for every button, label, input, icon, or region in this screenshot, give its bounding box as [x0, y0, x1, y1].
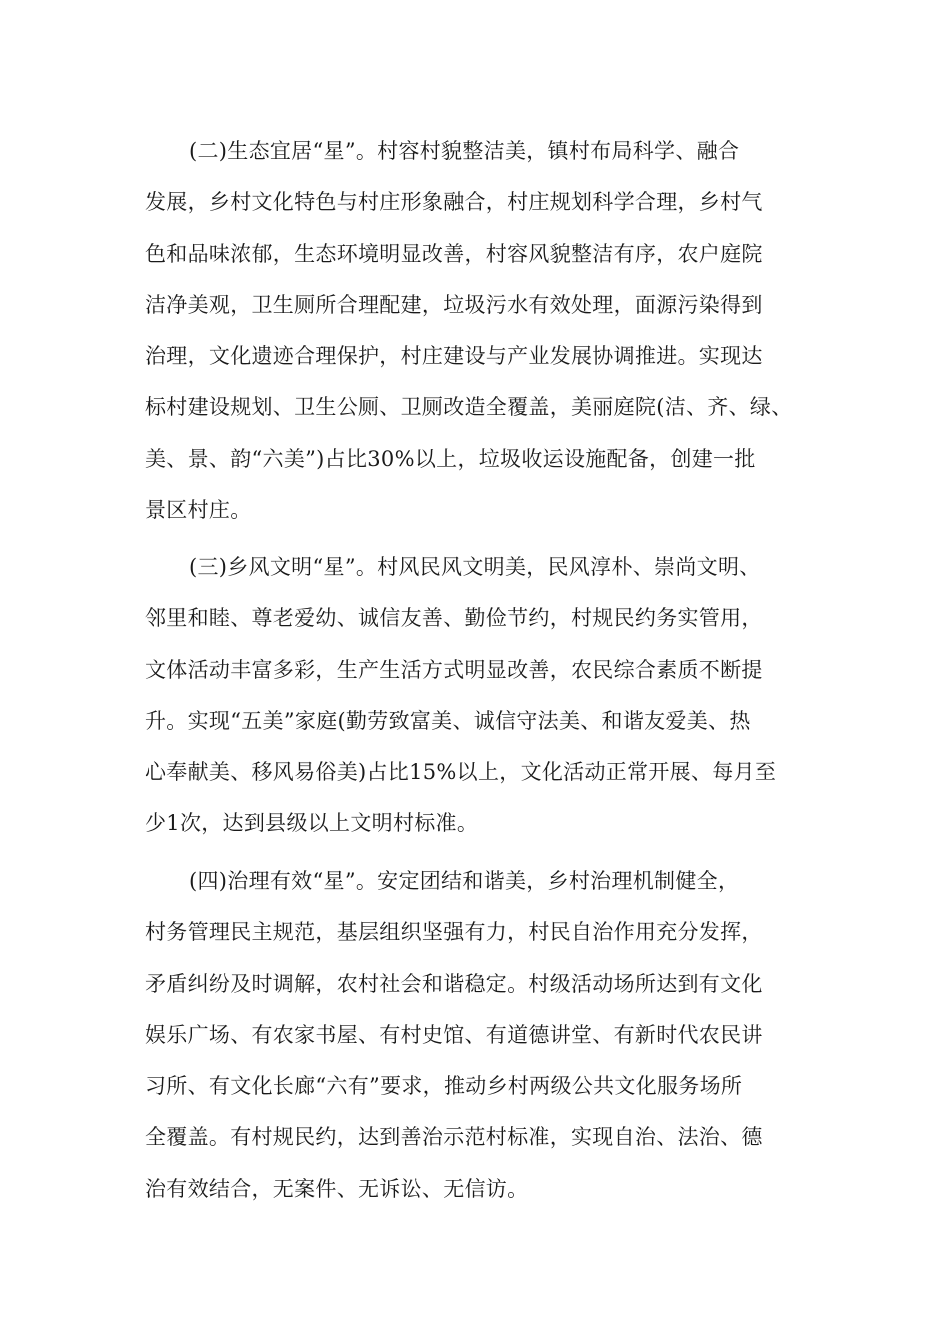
paragraph-line: (二)生态宜居“星”。村容村貌整洁美，镇村布局科学、融合	[189, 139, 740, 163]
paragraph-effective-governance	[145, 856, 825, 1215]
paragraph-civilized-rural-customs	[145, 542, 825, 850]
paragraph-line: 色和品味浓郁，生态环境明显改善，村容风貌整洁有序，农户庭院	[145, 241, 763, 266]
paragraph-line: 矛盾纠纷及时调解，农村社会和谐稳定。村级活动场所达到有文化	[145, 971, 763, 996]
paragraph-ecological-livable	[145, 126, 825, 536]
paragraph-line: 少1次，达到县级以上文明村标准。	[145, 811, 479, 836]
paragraph-line: (四)治理有效“星”。安定团结和谐美，乡村治理机制健全，	[189, 869, 740, 893]
paragraph-line: 发展，乡村文化特色与村庄形象融合，村庄规划科学合理，乡村气	[145, 190, 763, 215]
paragraph-line: 升。实现“五美”家庭(勤劳致富美、诚信守法美、和谐友爱美、热	[145, 708, 751, 733]
paragraph-line: 美、景、韵“六美”)占比30%以上，垃圾收运设施配备，创建一批	[145, 446, 756, 471]
paragraph-line: 村务管理民主规范，基层组织坚强有力，村民自治作用充分发挥，	[145, 920, 763, 945]
paragraph-line: 习所、有文化长廊“六有”要求，推动乡村两级公共文化服务场所	[145, 1074, 743, 1099]
paragraph-line: 标村建设规划、卫生公厕、卫厕改造全覆盖，美丽庭院(洁、齐、绿、	[145, 395, 793, 420]
paragraph-line: 治有效结合，无案件、无诉讼、无信访。	[145, 1176, 529, 1201]
paragraph-line: 治理，文化遗迹合理保护，村庄建设与产业发展协调推进。实现达	[145, 344, 763, 369]
paragraph-line: 娱乐广场、有农家书屋、有村史馆、有道德讲堂、有新时代农民讲	[145, 1022, 763, 1047]
paragraph-line: 全覆盖。有村规民约，达到善治示范村标准，实现自治、法治、德	[145, 1125, 763, 1150]
paragraph-line: 景区村庄。	[145, 498, 252, 523]
paragraph-line: 文体活动丰富多彩，生产生活方式明显改善，农民综合素质不断提	[145, 657, 763, 682]
paragraph-line: 邻里和睦、尊老爱幼、诚信友善、勤俭节约，村规民约务实管用，	[145, 606, 763, 631]
paragraph-line: 心奉献美、移风易俗美)占比15%以上，文化活动正常开展、每月至	[145, 760, 777, 785]
paragraph-line: (三)乡风文明“星”。村风民风文明美，民风淳朴、崇尚文明、	[189, 555, 761, 579]
paragraph-line: 洁净美观，卫生厕所合理配建，垃圾污水有效处理，面源污染得到	[145, 292, 763, 317]
